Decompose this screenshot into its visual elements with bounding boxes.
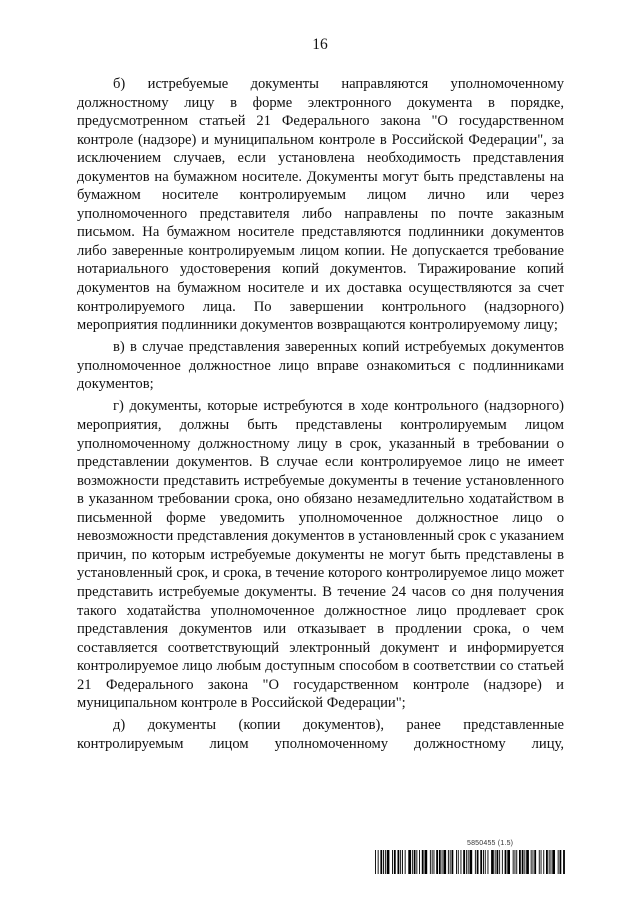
barcode-bar — [534, 850, 536, 874]
barcode-bar — [515, 850, 516, 874]
barcode-bar — [541, 850, 542, 874]
barcode-bar — [543, 850, 544, 874]
barcode-bar — [475, 850, 476, 874]
barcode-bar — [380, 850, 382, 874]
barcode-bar — [430, 850, 431, 874]
barcode-bar — [461, 850, 462, 874]
barcode-bar — [558, 850, 559, 874]
barcode-bar — [448, 850, 449, 874]
barcode-bar — [552, 850, 555, 874]
barcode-bar — [456, 850, 457, 874]
barcode-bar — [408, 850, 411, 874]
page-number: 16 — [312, 36, 328, 53]
barcode-bar — [526, 850, 529, 874]
barcode-bar — [466, 850, 467, 874]
barcode-bar — [375, 850, 376, 874]
barcode-bar — [522, 850, 524, 874]
barcode-bar — [439, 850, 441, 874]
barcode-bar — [414, 850, 416, 874]
paragraph-g: г) документы, которые истребуются в ходе контрольного (надзорного) мероприятия, должны быть представлены контролируемым лицом уполномоченному должностному лицу в срок, указанный в требовании о представлении документов. В случае если контролируемое лицо не имеет возможности представить истребуемые документы в течение установленного в указанном требовании срока, оно обязано незамедлительно ходатайством в письменной форме уведомить уполномоченное должностное лицо о невозможности представления документов в установленный срок с указанием причин, по которым истребуемые документы не могут быть представлены в установленный срок, и срока, в течение которого контролируемое лицо может представить истребуемые документы. В течение 24 часов со дня получения такого ходатайства уполномоченное должностное лицо продлевает срок представления документов или отказывает в продлении срока, о чем составляется соответствующий электронный документ и информируется контролируемое лицо любым доступным способом в соответствии со статьей 21 Федерального закона "О государственном контроле (надзоре) и муниципальном контроле в Российской Федерации"; — [77, 398, 564, 712]
barcode-bar — [546, 850, 548, 874]
barcode-bar — [519, 850, 521, 874]
barcode-bar — [507, 850, 510, 874]
document-body — [77, 75, 564, 753]
barcode-bar — [551, 850, 552, 874]
barcode-bar — [485, 850, 486, 874]
barcode-bar — [533, 850, 534, 874]
barcode-bar — [432, 850, 433, 874]
barcode-bar — [392, 850, 393, 874]
barcode-bar — [436, 850, 438, 874]
barcode-bar — [450, 850, 451, 874]
barcode-bar — [383, 850, 384, 874]
barcode-bar — [452, 850, 454, 874]
barcode-bar — [398, 850, 400, 874]
barcode-bar — [560, 850, 562, 874]
barcode-bar — [419, 850, 420, 874]
barcode-bar — [516, 850, 517, 874]
barcode-bar — [491, 850, 494, 874]
barcode-bar — [531, 850, 532, 874]
barcode-bar — [425, 850, 428, 874]
barcode-bar — [416, 850, 417, 874]
barcode-bar — [412, 850, 413, 874]
barcode-bar — [458, 850, 459, 874]
barcode-bar — [442, 850, 443, 874]
barcode-bar — [402, 850, 403, 874]
barcode-bar — [434, 850, 435, 874]
barcode-bar — [495, 850, 496, 874]
paragraph-d: д) документы (копии документов), ранее представленные контролируемым лицом уполномоченному должностному лицу, — [77, 717, 564, 752]
paragraph-b: б) истребуемые документы направляются уполномоченному должностному лицу в форме электронного документа в порядке, предусмотренном статьей 21 Федерального закона "О государственном контроле (надзоре) и муниципальном контроле в Российской Федерации", за исключением случаев, если установлена необходимость представления документов на бумажном носителе. Документы могут быть представлены на бумажном носителе контролируемым лицом лично или через уполномоченного представителя либо направлены по почте заказным письмом. На бумажном носителе представляются подлинники документов либо заверенные контролируемым лицом копии. Не допускается требование нотариального удостоверения копий документов. Тиражирование копий документов на бумажном носителе и их доставка осуществляются за счет контролируемого лица. По завершении контрольного (надзорного) мероприятия подлинники документов возвращаются контролируемому лицу; — [77, 76, 564, 334]
document-code: 5850455 (1.5) — [467, 840, 514, 847]
barcode-bar — [539, 850, 540, 874]
barcode-bar — [463, 850, 465, 874]
barcode-bar — [505, 850, 507, 874]
barcode-bar — [394, 850, 396, 874]
barcode-bar — [499, 850, 500, 874]
barcode-image — [375, 850, 565, 874]
barcode-bar — [549, 850, 550, 874]
barcode-bar — [443, 850, 446, 874]
barcode-bar — [405, 850, 406, 874]
barcode-bar — [378, 850, 379, 874]
barcode-bar — [480, 850, 482, 874]
barcode-bar — [400, 850, 401, 874]
barcode-bar — [468, 850, 469, 874]
barcode-bar — [524, 850, 525, 874]
barcode-bar — [477, 850, 479, 874]
paragraph-v: в) в случае представления заверенных копий истребуемых документов уполномоченное должностное лицо вправе ознакомиться с подлинниками документов; — [77, 339, 564, 393]
barcode-bar — [488, 850, 489, 874]
barcode-bar — [497, 850, 499, 874]
barcode-bar — [502, 850, 503, 874]
barcode-bar — [483, 850, 484, 874]
barcode-bar — [563, 850, 565, 874]
barcode-bar — [470, 850, 473, 874]
barcode-bar — [422, 850, 424, 874]
barcode-bar — [387, 850, 390, 874]
barcode-bar — [513, 850, 514, 874]
barcode-bar — [385, 850, 386, 874]
